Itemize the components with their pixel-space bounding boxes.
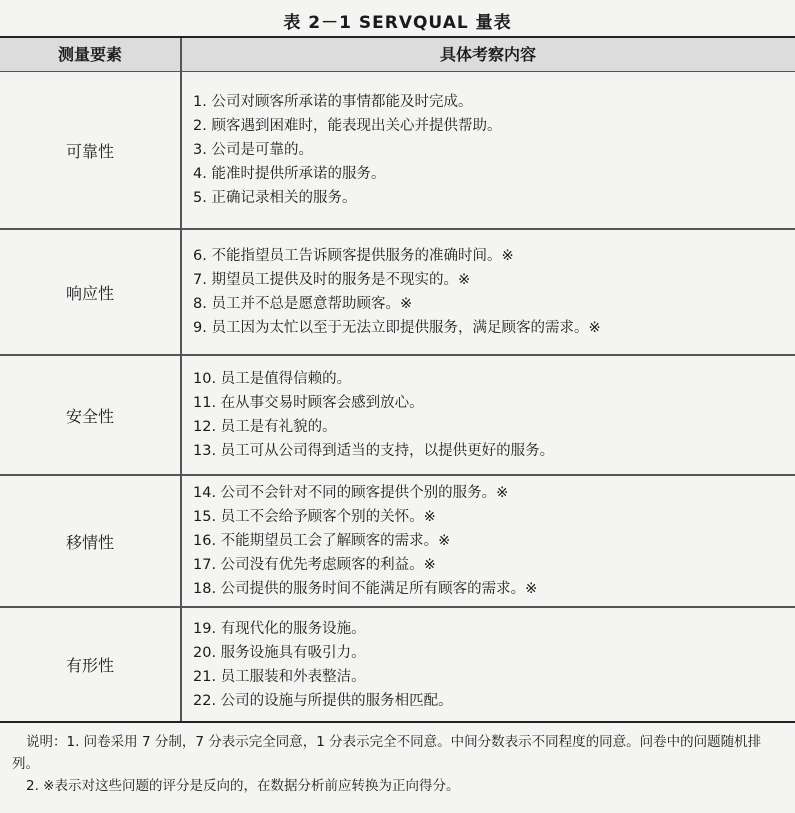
dimension-label: 有形性 xyxy=(65,656,114,675)
group-tangibles xyxy=(0,608,795,721)
bottom-rule xyxy=(0,721,795,723)
list-item: 22. 公司的设施与所提供的服务相匹配。 xyxy=(193,692,453,709)
group-empathy xyxy=(0,476,795,606)
list-item: 7. 期望员工提供及时的服务是不现实的。※ xyxy=(193,272,471,288)
list-item: 13. 员工可从公司得到适当的支持，以提供更好的服务。 xyxy=(193,443,555,459)
note-1: 说明：1. 问卷采用 7 分制，7 分表示完全同意，1 分表示完全不同意。中间分数表示不同程度的同意。问卷中的问题随机排列。 xyxy=(12,734,762,772)
list-item: 14. 公司不会针对不同的顾客提供个别的服务。※ xyxy=(193,485,509,501)
dimension-label: 响应性 xyxy=(65,283,114,303)
list-item: 2. 顾客遇到困难时，能表现出关心并提供帮助。 xyxy=(193,118,502,134)
note-2: 2. ※表示对这些问题的评分是反向的，在数据分析前应转换为正向得分。 xyxy=(26,778,460,794)
item-list xyxy=(193,72,795,228)
list-item: 8. 员工并不总是愿意帮助顾客。※ xyxy=(193,296,413,312)
list-item: 16. 不能期望员工会了解顾客的需求。※ xyxy=(193,533,451,549)
list-item: 20. 服务设施具有吸引力。 xyxy=(193,644,366,661)
list-item: 21. 员工服装和外表整洁。 xyxy=(193,668,366,685)
header-content: 具体考察内容 xyxy=(439,45,536,64)
table-notes xyxy=(12,731,787,797)
dimension-label: 安全性 xyxy=(65,406,114,426)
list-item: 9. 员工因为太忙以至于无法立即提供服务，满足顾客的需求。※ xyxy=(193,320,601,336)
dimension-label: 移情性 xyxy=(65,532,114,552)
list-item: 3. 公司是可靠的。 xyxy=(193,142,313,158)
list-item: 19. 有现代化的服务设施。 xyxy=(193,620,366,637)
column-divider xyxy=(180,38,182,721)
group-responsiveness xyxy=(0,230,795,354)
list-item: 12. 员工是有礼貌的。 xyxy=(193,419,337,435)
header-dimension: 测量要素 xyxy=(57,45,122,64)
table-title: 表 2－1 SERVQUAL 量表 xyxy=(283,13,512,33)
list-item: 15. 员工不会给予顾客个别的关怀。※ xyxy=(193,509,436,525)
item-list xyxy=(193,230,795,354)
dimension-label: 可靠性 xyxy=(65,141,114,161)
item-list xyxy=(193,356,795,474)
item-list xyxy=(193,476,795,606)
list-item: 5. 正确记录相关的服务。 xyxy=(193,190,357,206)
list-item: 1. 公司对顾客所承诺的事情都能及时完成。 xyxy=(193,94,473,110)
list-item: 6. 不能指望员工告诉顾客提供服务的准确时间。※ xyxy=(193,248,514,264)
group-assurance xyxy=(0,356,795,474)
table-header xyxy=(0,38,795,72)
list-item: 4. 能准时提供所承诺的服务。 xyxy=(193,166,386,182)
list-item: 18. 公司提供的服务时间不能满足所有顾客的需求。※ xyxy=(193,581,538,597)
group-reliability xyxy=(0,72,795,228)
item-list xyxy=(193,608,795,721)
list-item: 17. 公司没有优先考虑顾客的利益。※ xyxy=(193,557,436,573)
list-item: 10. 员工是值得信赖的。 xyxy=(193,371,352,387)
list-item: 11. 在从事交易时顾客会感到放心。 xyxy=(193,395,424,411)
